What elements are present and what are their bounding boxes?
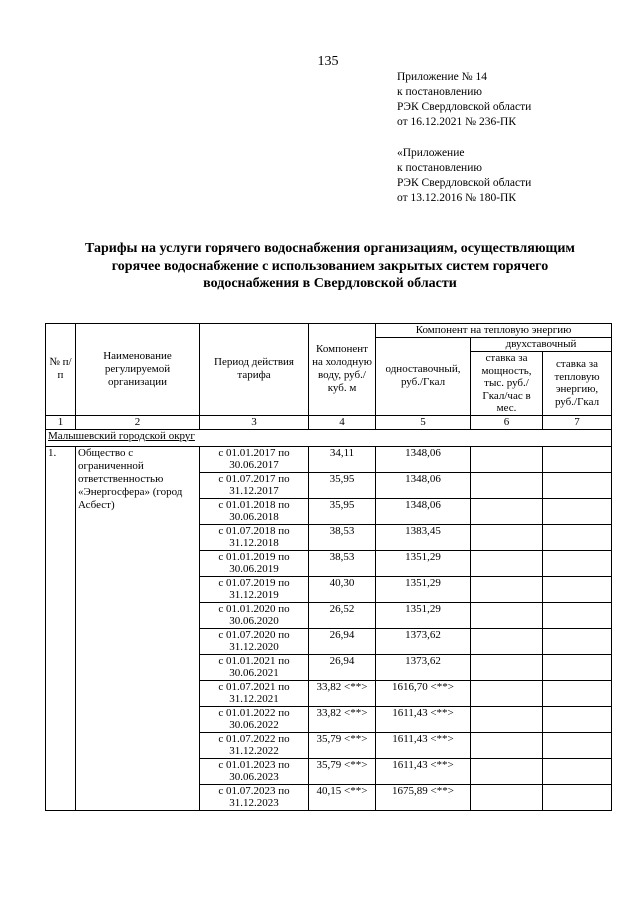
- district-name: Малышевский городской округ: [46, 429, 612, 446]
- appendix-current-line: от 16.12.2021 № 236-ПК: [397, 116, 517, 128]
- header-single-rate: одноставочный, руб./Гкал: [376, 338, 471, 416]
- energy-rate-value: [543, 706, 612, 732]
- single-rate-value: 1616,70 <**>: [376, 680, 471, 706]
- energy-rate-value: [543, 784, 612, 810]
- appendix-current: [397, 70, 531, 130]
- cold-water-value: 33,82 <**>: [309, 706, 376, 732]
- column-number: 6: [471, 415, 543, 429]
- column-number: 2: [76, 415, 200, 429]
- header-org: Наименование регулируемой организации: [76, 324, 200, 416]
- district-row: [46, 429, 612, 446]
- header-energy-rate: ставка за тепловую энергию, руб./Гкал: [543, 352, 612, 416]
- title-line: горячее водоснабжение с использованием закрытых систем горячего: [111, 258, 549, 274]
- energy-rate-value: [543, 576, 612, 602]
- energy-rate-value: [543, 550, 612, 576]
- tariff-period: с 01.01.2019 по 30.06.2019: [200, 550, 309, 576]
- column-number: 5: [376, 415, 471, 429]
- capacity-rate-value: [471, 628, 543, 654]
- energy-rate-value: [543, 498, 612, 524]
- single-rate-value: 1611,43 <**>: [376, 758, 471, 784]
- tariff-period: с 01.07.2022 по 31.12.2022: [200, 732, 309, 758]
- appendix-current-line: РЭК Свердловской области: [397, 101, 532, 113]
- capacity-rate-value: [471, 524, 543, 550]
- single-rate-value: 1383,45: [376, 524, 471, 550]
- capacity-rate-value: [471, 446, 543, 472]
- tariff-period: с 01.07.2021 по 31.12.2021: [200, 680, 309, 706]
- energy-rate-value: [543, 732, 612, 758]
- header-thermal: Компонент на тепловую энергию: [376, 324, 612, 338]
- cold-water-value: 35,95: [309, 498, 376, 524]
- energy-rate-value: [543, 472, 612, 498]
- column-number-row: [46, 415, 612, 429]
- energy-rate-value: [543, 602, 612, 628]
- tariff-period: с 01.07.2023 по 31.12.2023: [200, 784, 309, 810]
- tariff-period: с 01.01.2023 по 30.06.2023: [200, 758, 309, 784]
- single-rate-value: 1675,89 <**>: [376, 784, 471, 810]
- column-number: 1: [46, 415, 76, 429]
- cold-water-value: 26,94: [309, 654, 376, 680]
- appendix-original-line: от 13.12.2016 № 180-ПК: [397, 192, 517, 204]
- energy-rate-value: [543, 628, 612, 654]
- tariff-row: [46, 446, 612, 472]
- appendix-original-line: РЭК Свердловской области: [397, 177, 532, 189]
- energy-rate-value: [543, 654, 612, 680]
- cold-water-value: 26,52: [309, 602, 376, 628]
- single-rate-value: 1611,43 <**>: [376, 706, 471, 732]
- header-cold-water: Компонент на холодную воду, руб./куб. м: [309, 324, 376, 416]
- header-num: № п/п: [46, 324, 76, 416]
- capacity-rate-value: [471, 706, 543, 732]
- capacity-rate-value: [471, 602, 543, 628]
- capacity-rate-value: [471, 680, 543, 706]
- cold-water-value: 26,94: [309, 628, 376, 654]
- single-rate-value: 1348,06: [376, 498, 471, 524]
- appendix-current-line: к постановлению: [397, 86, 482, 98]
- cold-water-value: 38,53: [309, 550, 376, 576]
- cold-water-value: 33,82 <**>: [309, 680, 376, 706]
- capacity-rate-value: [471, 758, 543, 784]
- appendix-original-line: «Приложение: [397, 147, 465, 159]
- header-capacity-rate: ставка за мощность, тыс. руб./Гкал/час в мес.: [471, 352, 543, 416]
- tariff-table: [45, 323, 612, 811]
- single-rate-value: 1611,43 <**>: [376, 732, 471, 758]
- single-rate-value: 1373,62: [376, 628, 471, 654]
- capacity-rate-value: [471, 654, 543, 680]
- single-rate-value: 1348,06: [376, 472, 471, 498]
- document-title: [40, 240, 620, 293]
- title-line: Тарифы на услуги горячего водоснабжения организациям, осуществляющим: [85, 241, 575, 256]
- capacity-rate-value: [471, 732, 543, 758]
- single-rate-value: 1348,06: [376, 446, 471, 472]
- energy-rate-value: [543, 680, 612, 706]
- tariff-period: с 01.07.2017 по 31.12.2017: [200, 472, 309, 498]
- column-number: 7: [543, 415, 612, 429]
- cold-water-value: 40,15 <**>: [309, 784, 376, 810]
- energy-rate-value: [543, 524, 612, 550]
- single-rate-value: 1351,29: [376, 576, 471, 602]
- tariff-period: с 01.01.2020 по 30.06.2020: [200, 602, 309, 628]
- column-number: 4: [309, 415, 376, 429]
- capacity-rate-value: [471, 784, 543, 810]
- capacity-rate-value: [471, 550, 543, 576]
- tariff-period: с 01.01.2021 по 30.06.2021: [200, 654, 309, 680]
- capacity-rate-value: [471, 498, 543, 524]
- tariff-period: с 01.01.2017 по 30.06.2017: [200, 446, 309, 472]
- cold-water-value: 40,30: [309, 576, 376, 602]
- header-two-rate: двухставочный: [471, 338, 612, 352]
- header-period: Период действия тарифа: [200, 324, 309, 416]
- column-number: 3: [200, 415, 309, 429]
- org-name: Общество с ограниченной ответственностью «Энергосфера» (город Асбест): [76, 446, 200, 810]
- energy-rate-value: [543, 446, 612, 472]
- tariff-period: с 01.07.2020 по 31.12.2020: [200, 628, 309, 654]
- energy-rate-value: [543, 758, 612, 784]
- title-line: водоснабжения в Свердловской области: [203, 276, 457, 291]
- appendix-original: [397, 146, 531, 206]
- tariff-period: с 01.07.2019 по 31.12.2019: [200, 576, 309, 602]
- single-rate-value: 1351,29: [376, 602, 471, 628]
- capacity-rate-value: [471, 576, 543, 602]
- appendix-current-line: Приложение № 14: [397, 71, 487, 83]
- cold-water-value: 35,79 <**>: [309, 758, 376, 784]
- single-rate-value: 1373,62: [376, 654, 471, 680]
- tariff-period: с 01.01.2018 по 30.06.2018: [200, 498, 309, 524]
- cold-water-value: 35,95: [309, 472, 376, 498]
- cold-water-value: 38,53: [309, 524, 376, 550]
- org-number: 1.: [46, 446, 76, 810]
- tariff-period: с 01.01.2022 по 30.06.2022: [200, 706, 309, 732]
- cold-water-value: 35,79 <**>: [309, 732, 376, 758]
- appendix-original-line: к постановлению: [397, 162, 482, 174]
- single-rate-value: 1351,29: [376, 550, 471, 576]
- capacity-rate-value: [471, 472, 543, 498]
- tariff-period: с 01.07.2018 по 31.12.2018: [200, 524, 309, 550]
- page-number: 135: [317, 54, 339, 69]
- cold-water-value: 34,11: [309, 446, 376, 472]
